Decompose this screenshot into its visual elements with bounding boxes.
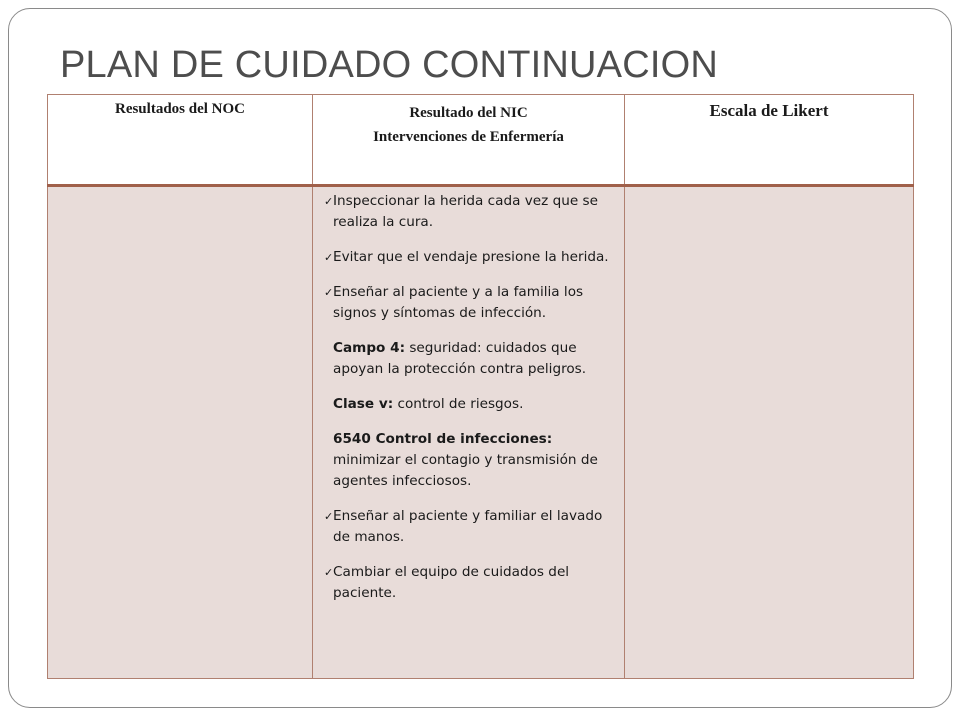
noc-cell	[48, 186, 313, 679]
check-item-2	[324, 247, 614, 268]
clase-label: Clase v:	[333, 396, 394, 412]
likert-cell	[625, 186, 914, 679]
header-noc	[48, 95, 313, 186]
check-icon: ✓	[324, 195, 334, 208]
check-item-1-text: Inspeccionar la herida cada vez que se realiza la cura.	[333, 193, 598, 230]
check-icon: ✓	[324, 286, 334, 299]
intervention-label: 6540 Control de infecciones:	[333, 431, 553, 447]
header-nic-line2: Intervenciones de Enfermería	[373, 129, 564, 145]
check-icon: ✓	[324, 510, 334, 523]
nic-cell	[313, 186, 625, 679]
slide-title: PLAN DE CUIDADO CONTINUACION	[60, 44, 719, 86]
table-header-row	[48, 95, 914, 186]
check-icon: ✓	[324, 251, 334, 264]
check-item-5	[324, 562, 614, 604]
campo-paragraph	[333, 338, 614, 380]
intervention-text: minimizar el contagio y transmisión de agentes infecciosos.	[333, 452, 598, 489]
check-item-4	[324, 506, 614, 548]
check-item-5-text: Cambiar el equipo de cuidados del paciente.	[333, 564, 570, 601]
care-plan-table	[47, 94, 914, 679]
campo-text: seguridad: cuidados que apoyan la protección contra peligros.	[333, 340, 587, 377]
clase-text: control de riesgos.	[393, 396, 524, 412]
check-item-3	[324, 282, 614, 324]
header-nic	[313, 95, 625, 186]
check-item-1	[324, 191, 614, 233]
header-likert	[625, 95, 914, 186]
header-nic-line1: Resultado del NIC	[409, 105, 528, 121]
campo-label: Campo 4:	[333, 340, 406, 356]
check-icon: ✓	[324, 566, 334, 579]
check-item-2-text: Evitar que el vendaje presione la herida.	[333, 249, 609, 265]
clase-paragraph	[333, 394, 614, 415]
check-item-4-text: Enseñar al paciente y familiar el lavado de manos.	[333, 508, 603, 545]
header-likert-label: Escala de Likert	[709, 101, 829, 120]
header-noc-label: Resultados del NOC	[114, 101, 245, 117]
header-nic-labels	[313, 95, 624, 149]
table-row	[48, 186, 914, 679]
check-item-3-text: Enseñar al paciente y a la familia los signos y síntomas de infección.	[333, 284, 584, 321]
intervention-paragraph	[333, 429, 614, 492]
